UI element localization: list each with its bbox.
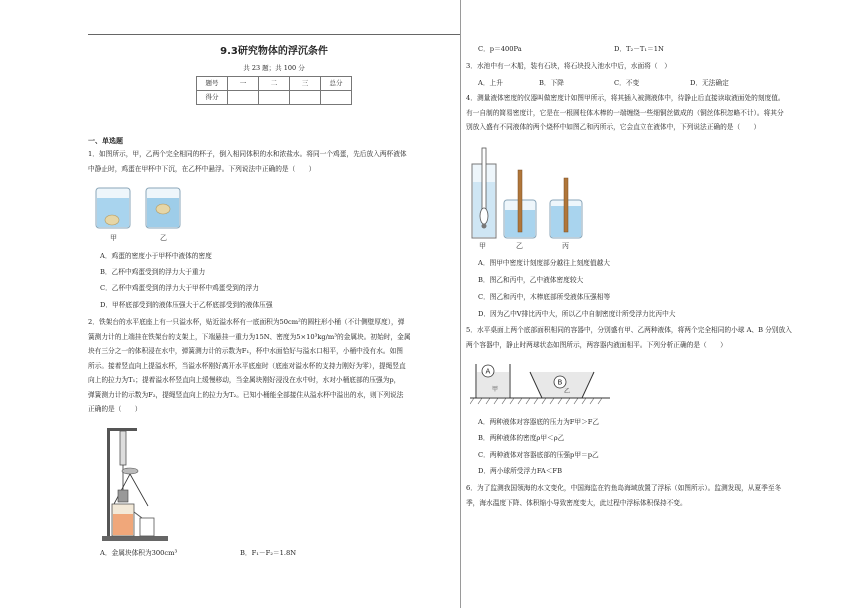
question-6-stem [466, 481, 808, 510]
score-table [196, 76, 352, 105]
wooden-rod-bing [564, 178, 568, 232]
question-line: 两个容器中，静止时两球状态如图所示，两容器内液面相平。下列分析正确的是（ ） [466, 340, 727, 349]
hydrometer-figure [470, 142, 600, 252]
question-1-stem [88, 147, 460, 176]
egg-sunk [105, 215, 119, 225]
metal-block [118, 490, 128, 502]
fig-label-yi: 乙 [160, 234, 167, 242]
score-cell[interactable] [321, 91, 352, 105]
q2-option-d[interactable]: D．T₂－T₁＝1N [614, 45, 664, 53]
question-line: 别放入盛有不同液体的两个烧杯中如图乙和丙所示，它会直立在液体中，下列说法正确的是（ ） [466, 123, 761, 131]
q1-option-d[interactable]: D．甲杯底部受到的液体压强大于乙杯底部受到的液体压强 [100, 301, 273, 309]
q5-option-a[interactable]: A．两种液体对容器底的压力为F甲＞F乙 [478, 418, 600, 426]
score-header-cell: 一 [228, 77, 259, 91]
section-heading: 一、单选题 [88, 137, 123, 145]
question-line: 簧测力计的上端挂在铁架台的支架上，下端悬挂一重力为15N、密度为5×10³kg/m³的金属块。初始时，金属 [88, 332, 411, 341]
egg-suspended [156, 204, 170, 214]
question-line: 弹簧测力计的示数为F₂，提绳竖直向上的拉力为T₂。已知小桶能全部接住从溢水杯中溢出的水，则下列说法 [88, 390, 404, 399]
fig-label-jia: 甲 [110, 234, 117, 242]
two-containers-figure [470, 360, 610, 406]
score-header-cell: 三 [290, 77, 321, 91]
score-cell[interactable] [259, 91, 290, 105]
score-header-cell: 题号 [197, 77, 228, 91]
score-cell[interactable] [228, 91, 259, 105]
question-line: 4．测量液体密度的仪器叫做密度计如图甲所示，将其插入被测液体中，待静止后直接读取液面处的刻度值。 [466, 94, 785, 102]
question-line: 正确的是（ ） [88, 405, 142, 413]
question-line: 5．水平桌面上两个底部面积相同的容器中，分别盛有甲、乙两种液体，将两个完全相同的小球 A、B 分别放入 [466, 326, 792, 334]
header-rule [88, 34, 460, 35]
question-4-stem [466, 91, 808, 135]
ball-b-label: B [557, 378, 563, 387]
question-5-stem [466, 323, 808, 352]
score-value-row [197, 91, 352, 105]
ball-a-label: A [485, 367, 491, 376]
score-header-cell: 总分 [321, 77, 352, 91]
fig-label-yi: 乙 [516, 242, 523, 250]
q3-option-b[interactable]: B．下降 [539, 79, 564, 87]
fig-label-bing: 丙 [562, 242, 569, 250]
question-line: 6．为了监测我国领海的水文变化，中国海监在钓鱼岛海域放置了浮标（如图所示）。监测发现，从夏季至冬 [466, 484, 782, 492]
beakers-egg-figure [92, 184, 188, 244]
spring-scale [120, 431, 126, 465]
container-label-yi: 乙 [564, 388, 571, 395]
wooden-rod-yi [518, 170, 522, 232]
q3-option-d[interactable]: D．无法确定 [690, 79, 729, 87]
score-cell[interactable] [290, 91, 321, 105]
exam-meta: 共 23 题；共 100 分 [243, 64, 305, 72]
q4-option-c[interactable]: C．图乙和丙中，木棒底部所受液体压强相等 [478, 293, 611, 301]
q1-option-b[interactable]: B．乙杯中鸡蛋受到的浮力大于重力 [100, 268, 206, 276]
question-line: 所示。接着竖直向上提溢水杯，当溢水杯刚好离开水平底座时（底座对溢水杯的支持力刚好为零），提绳竖直 [88, 361, 406, 370]
page-title: 9.3研究物体的浮沉条件 [220, 46, 328, 57]
q4-option-d[interactable]: D．因为乙中V排比丙中大，所以乙中自制密度计所受浮力比丙中大 [478, 310, 676, 318]
question-line: 季，海水温度下降、体积缩小导致密度变大，此过程中浮标体积保持不变。 [466, 498, 687, 507]
q2-option-a[interactable]: A．金属块体积为300cm³ [100, 549, 178, 557]
q5-option-c[interactable]: C．两种液体对容器底部的压强p甲＝p乙 [478, 451, 599, 459]
hydrometer [482, 148, 486, 210]
score-header-row [197, 77, 352, 91]
q1-option-c[interactable]: C．乙杯中鸡蛋受到的浮力大于甲杯中鸡蛋受到的浮力 [100, 284, 259, 292]
question-2-stem [88, 315, 460, 417]
q3-option-a[interactable]: A．上升 [478, 79, 503, 87]
question-line: 2．铁架台的水平底座上有一只溢水杯，贴近溢水杯有一底面积为50cm²的圆柱形小桶（不计侧壁厚度），弹 [88, 318, 405, 326]
q4-option-a[interactable]: A．图甲中密度计刻度部分越往上刻度值越大 [478, 259, 610, 267]
q5-option-b[interactable]: B．两种液体的密度ρ甲＜ρ乙 [478, 434, 565, 442]
q5-option-d[interactable]: D．两小球所受浮力FA＜FB [478, 467, 562, 475]
q3-option-c[interactable]: C．不变 [614, 79, 640, 87]
score-header-cell: 二 [259, 77, 290, 91]
question-3-stem: 3．水池中有一木船，装有石块，将石块投入池水中后，水面将（ ） [466, 62, 671, 70]
question-line: 块有三分之一的体积浸在水中，弹簧测力计的示数为F₁，杯中水面恰好与溢水口相平，小桶中没有水。如图 [88, 347, 403, 355]
iron-stand-figure [100, 418, 170, 543]
question-line: 1．如图所示，甲，乙两个完全相同的杯子，倒入相同体积的水和浓盐水。将同一个鸡蛋，先后放入两杯液体 [88, 150, 407, 158]
score-row-label: 得分 [197, 91, 228, 105]
q4-option-b[interactable]: B．图乙和丙中，乙中液体密度较大 [478, 276, 584, 284]
q1-option-a[interactable]: A．鸡蛋的密度小于甲杯中液体的密度 [100, 252, 212, 260]
question-line: 中静止时，鸡蛋在甲杯中下沉，在乙杯中悬浮。下列说法中正确的是（ ） [88, 164, 316, 173]
question-line: 有一自制的简易密度计，它是在一根圆柱体木棒的一端缠绕一些细铜丝做成的（铜丝体积忽略不计）。将其分 [466, 108, 784, 117]
q2-option-c[interactable]: C．p＝400Pa [478, 45, 522, 53]
column-divider [460, 0, 461, 608]
question-line: 向上的拉力为T₁；提着溢水杯竖直向上缓慢移动，当金属块刚好浸没在水中时，水对小桶底部的压强为p， [88, 376, 401, 384]
q2-option-b[interactable]: B．F₁－F₂＝1.8N [240, 549, 297, 557]
container-label-jia: 甲 [492, 386, 499, 393]
small-bucket [140, 518, 154, 536]
fig-label-jia: 甲 [479, 242, 486, 250]
